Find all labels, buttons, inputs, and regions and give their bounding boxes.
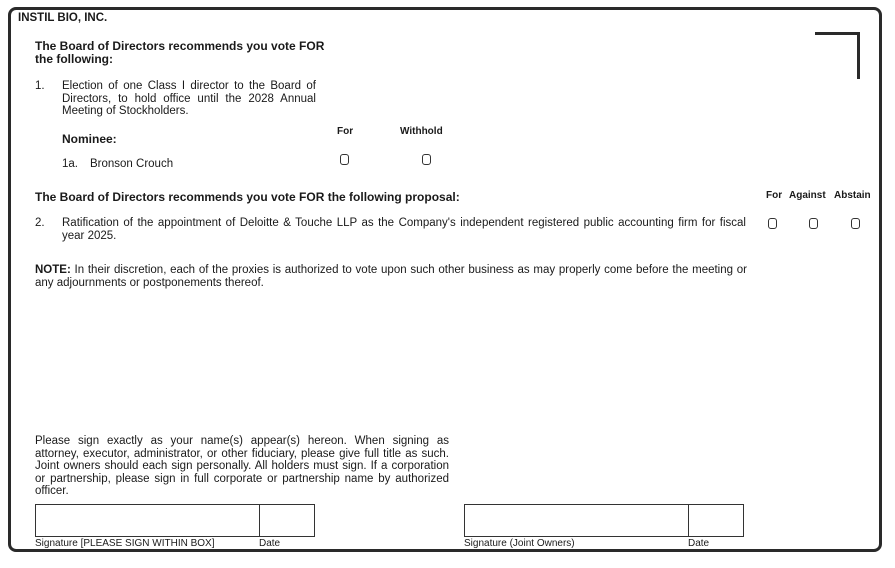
nominee-number: 1a. bbox=[62, 158, 78, 170]
joint-date-label: Date bbox=[688, 538, 710, 549]
primary-date-label: Date bbox=[259, 538, 281, 549]
col2-against-label: Against bbox=[789, 190, 826, 201]
col-withhold-label: Withhold bbox=[400, 126, 443, 137]
nominee-name: Bronson Crouch bbox=[90, 158, 174, 170]
proposal2-for-checkbox[interactable] bbox=[768, 218, 777, 229]
note-text: In their discretion, each of the proxies is authorized to vote upon such other business as may properly come before the meeting or any adjournments or postponements thereof. bbox=[35, 264, 747, 289]
proposal2-abstain-checkbox[interactable] bbox=[851, 218, 860, 229]
proposal1-number: 1. bbox=[35, 80, 45, 92]
registration-corner-mark bbox=[815, 32, 860, 79]
col-for-label: For bbox=[337, 126, 354, 137]
nominee-withhold-checkbox[interactable] bbox=[422, 154, 431, 165]
joint-signature-box[interactable] bbox=[464, 504, 689, 537]
nominee-label: Nominee: bbox=[62, 132, 117, 146]
primary-signature-label: Signature [PLEASE SIGN WITHIN BOX] bbox=[35, 538, 215, 549]
col2-abstain-label: Abstain bbox=[834, 190, 871, 201]
primary-signature-box[interactable] bbox=[35, 504, 260, 537]
section2-heading: The Board of Directors recommends you vote FOR the following proposal: bbox=[35, 190, 460, 204]
proposal2-number: 2. bbox=[35, 217, 45, 229]
signing-instructions: Please sign exactly as your name(s) appear(s) hereon. When signing as attorney, executor, administrator, or other fiduciary, please give full title as such. Joint owners should each sign personally. All holders must sign. If a corporation or partnership, please sign in full corporate or partnership name by authorized officer. bbox=[35, 435, 449, 498]
note-label: NOTE: bbox=[35, 264, 71, 276]
joint-signature-label: Signature (Joint Owners) bbox=[464, 538, 575, 549]
col2-for-label: For bbox=[766, 190, 783, 201]
company-name: INSTIL BIO, INC. bbox=[18, 12, 108, 24]
joint-date-box[interactable] bbox=[688, 504, 744, 537]
proposal2-text: Ratification of the appointment of Deloitte & Touche LLP as the Company's independent registered public accounting firm for fiscal year 2025. bbox=[62, 217, 746, 242]
proposal1-text: Election of one Class I director to the Board of Directors, to hold office until the 2028 Annual Meeting of Stockholders. bbox=[62, 80, 316, 117]
section1-heading: The Board of Directors recommends you vote FOR the following: bbox=[35, 39, 325, 66]
proposal2-against-checkbox[interactable] bbox=[809, 218, 818, 229]
note-paragraph bbox=[35, 264, 747, 290]
primary-date-box[interactable] bbox=[259, 504, 315, 537]
nominee-for-checkbox[interactable] bbox=[340, 154, 349, 165]
